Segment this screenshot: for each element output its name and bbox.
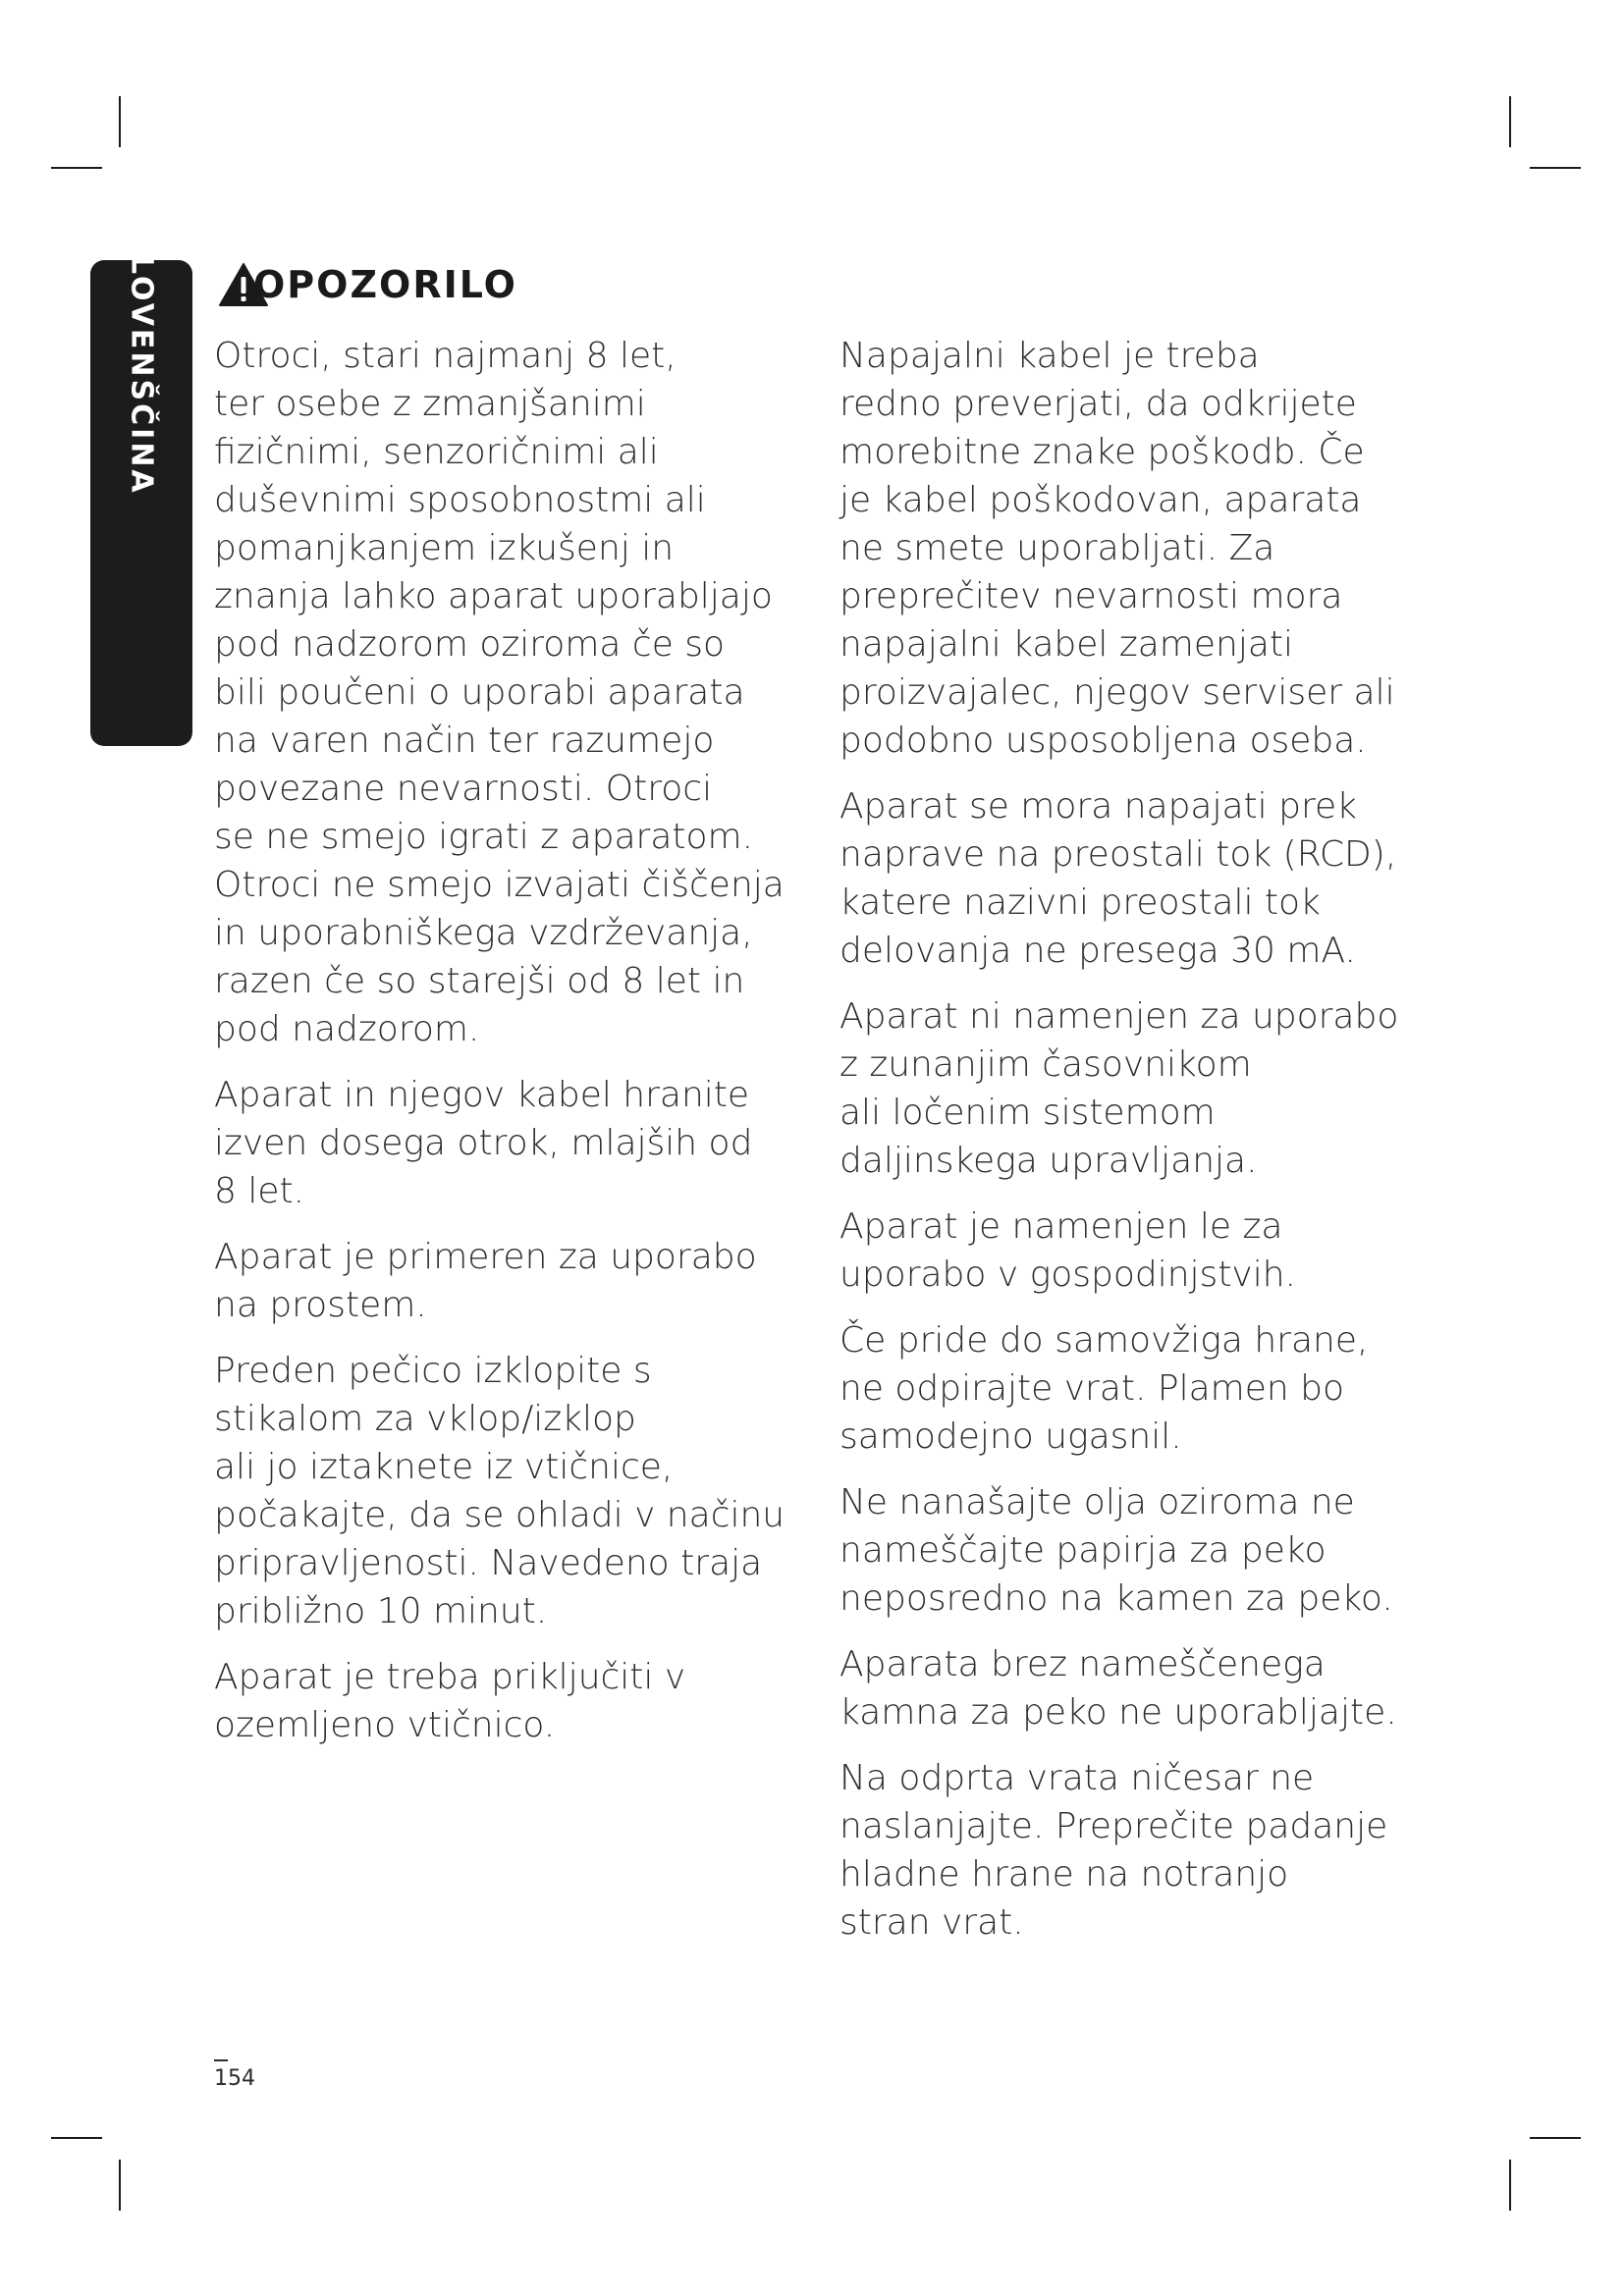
paragraph: Na odprta vrata ničesar ne naslanjajte. Preprečite padanje hladne hrane na notranjo stran vrat. (839, 1758, 1388, 1943)
crop-mark (119, 2160, 121, 2211)
paragraph: Preden pečico izklopite s stikalom za vklop/izklop ali jo iztaknete iz vtičnice, počakajte, da se ohladi v načinu pripravljenosti. Navedeno traja približno 10 minut. (214, 1351, 785, 1631)
paragraph: Aparata brez nameščenega kamna za peko ne uporabljajte. (839, 1644, 1397, 1733)
language-tab-label: SLOVENŠČINA (124, 231, 159, 496)
heading-title: OPOZORILO (253, 263, 517, 306)
page-number-rule (214, 2059, 228, 2061)
paragraph: Ne nanašajte olja oziroma ne nameščajte papirja za peko neposredno na kamen za peko. (839, 1482, 1393, 1619)
crop-mark (119, 96, 121, 147)
paragraph: Otroci, stari najmanj 8 let, ter osebe z zmanjšanimi fizičnimi, senzoričnimi ali duševnimi sposobnostmi ali pomanjkanjem izkušenj in znanja lahko aparat uporabljajo pod nadzorom oziroma če so bili poučeni o uporabi aparata na varen način ter razumejo povezane nevarnosti. Otroci se ne smejo igrati z aparatom. Otroci ne smejo izvajati čiščenja in uporabniškega vzdrževanja, razen če so starejši od 8 let in pod nadzorom. (214, 336, 785, 1049)
paragraph: Aparat je treba priključiti v ozemljeno vtičnico. (214, 1657, 686, 1745)
warning-heading (218, 257, 517, 312)
crop-mark (1530, 167, 1581, 169)
paragraph: Aparat in njegov kabel hranite izven dosega otrok, mlajših od 8 let. (214, 1075, 753, 1211)
left-column (214, 332, 813, 1767)
paragraph: Aparat se mora napajati prek naprave na preostali tok (RCD), katere nazivni preostali tok delovanja ne presega 30 mA. (839, 786, 1397, 971)
crop-mark (51, 167, 102, 169)
crop-mark (51, 2137, 102, 2139)
crop-mark (1509, 2160, 1511, 2211)
paragraph: Napajalni kabel je treba redno preverjati, da odkrijete morebitne znake poškodb. Če je kabel poškodovan, aparata ne smete uporabljati. Za preprečitev nevarnosti mora napajalni kabel zamenjati proizvajalec, njegov serviser ali podobno usposobljena oseba. (839, 336, 1395, 761)
right-column (839, 332, 1438, 1964)
paragraph: Če pride do samovžiga hrane, ne odpirajte vrat. Plamen bo samodejno ugasnil. (839, 1320, 1369, 1457)
paragraph: Aparat je namenjen le za uporabo v gospodinjstvih. (839, 1206, 1296, 1295)
page-number: 154 (214, 2066, 255, 2091)
paragraph: Aparat je primeren za uporabo na prostem. (214, 1237, 757, 1325)
crop-mark (1509, 96, 1511, 147)
crop-mark (1530, 2137, 1581, 2139)
paragraph: Aparat ni namenjen za uporabo z zunanjim časovnikom ali ločenim sistemom daljinskega upravljanja. (839, 996, 1399, 1181)
